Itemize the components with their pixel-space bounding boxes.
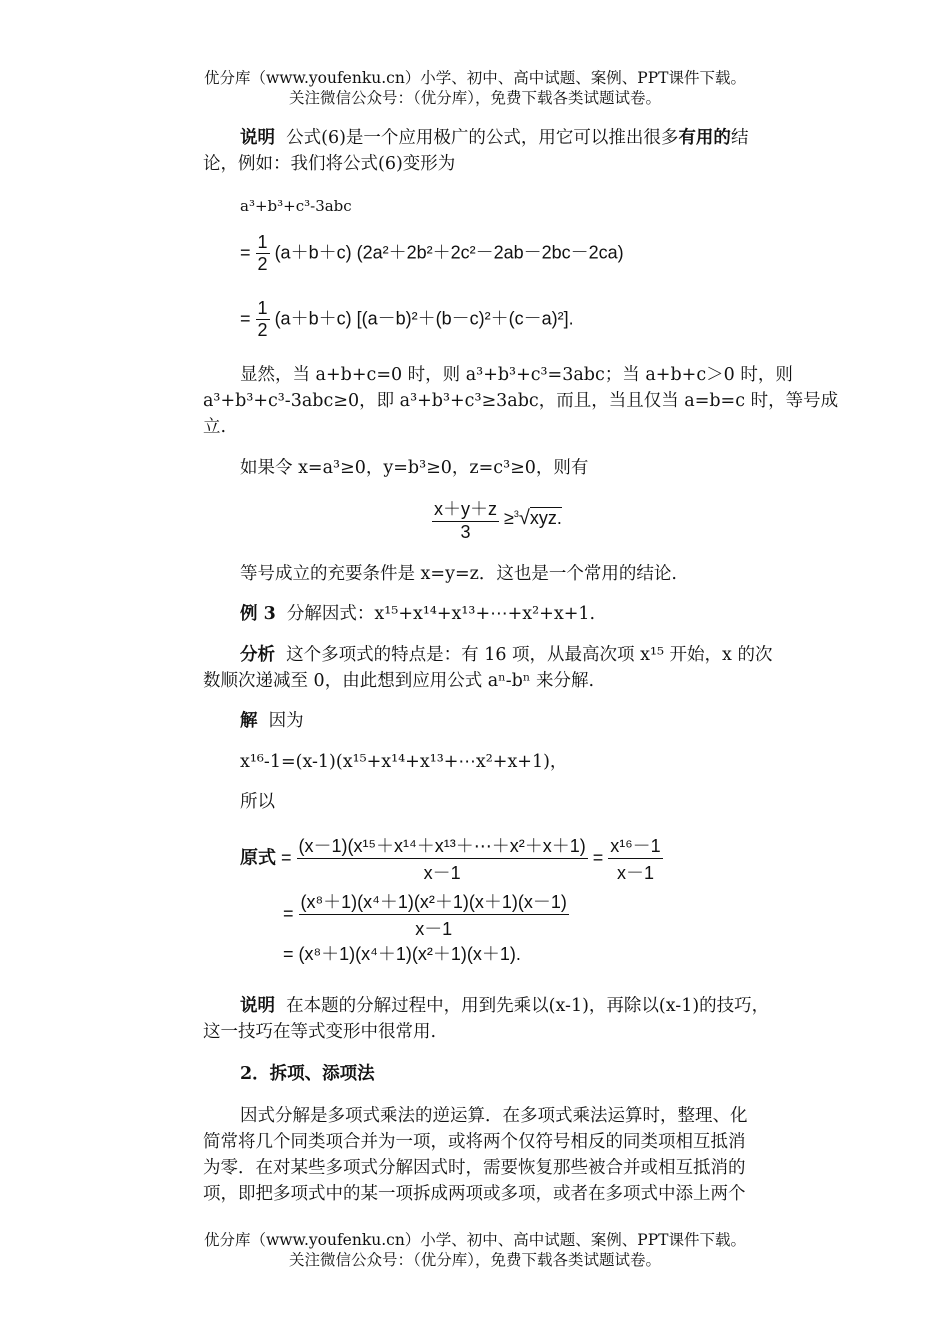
example3-label: 例 3 xyxy=(240,604,276,624)
derivation-f1-den: x－1 xyxy=(423,863,461,883)
half-num-2: 1 xyxy=(257,298,268,318)
root-index: 3 xyxy=(513,508,519,519)
para-line2: 简常将几个同类项合并为一项，或将两个仅符号相反的同类项相互抵消 xyxy=(203,1132,746,1152)
note1-line2: 论，例如：我们将公式(6)变形为 xyxy=(203,154,456,174)
analysis-line2: 数顺次递减至 0，由此想到应用公式 aⁿ-bⁿ 来分解. xyxy=(203,671,595,691)
derivation-eq-4: = xyxy=(283,944,294,964)
derivation-eq-2: = xyxy=(592,847,604,868)
note2-line1 xyxy=(240,993,769,1019)
analysis-label: 分析 xyxy=(240,645,275,665)
half-fraction-1 xyxy=(256,232,270,275)
derivation-fraction-1 xyxy=(297,832,588,885)
am-gm-num: x＋y＋z xyxy=(432,495,499,522)
derivation-final: (x⁸＋1)(x⁴＋1)(x²＋1)(x＋1). xyxy=(298,944,521,964)
derivation-row-1 xyxy=(240,832,663,885)
derivation-f1-num: (x－1)(x¹⁵＋x¹⁴＋x¹³＋⋯＋x²＋x＋1) xyxy=(297,832,588,859)
derivation-f2-num: x¹⁶－1 xyxy=(608,832,662,859)
note1-line1 xyxy=(240,125,748,151)
note2-text1: 在本题的分解过程中，用到先乘以(x-1)，再除以(x-1)的技巧， xyxy=(286,996,770,1016)
note1-bold: 有用的 xyxy=(678,128,731,148)
derivation-f3-den: x－1 xyxy=(415,919,453,939)
footer-line-2: 关注微信公众号：（优分库），免费下载各类试题试卷。 xyxy=(288,1251,661,1269)
note2-line2: 这一技巧在等式变形中很常用. xyxy=(203,1022,437,1042)
obvious-line2: a³+b³+c³-3abc≥0，即 a³+b³+c³≥3abc，而且，当且仅当 a=b=c 时，等号成 xyxy=(203,391,839,411)
para-line4: 项，即把多项式中的某一项拆成两项或多项，或者在多项式中添上两个 xyxy=(203,1184,746,1204)
note1-text-b: 结 xyxy=(730,128,749,148)
footer-line-1: 优分库（www.youfenku.cn）小学、初中、高中试题、案例、PPT课件下载。 xyxy=(203,1231,747,1249)
eq-sign-2: = xyxy=(240,308,251,329)
identity-step2 xyxy=(240,298,574,341)
half-den-1: 2 xyxy=(257,254,268,274)
derivation-label: 原式 xyxy=(240,847,276,869)
note2-label: 说明 xyxy=(240,996,275,1016)
derivation-row-3 xyxy=(283,940,521,966)
derivation-fraction-2 xyxy=(608,832,662,885)
para-line1: 因式分解是多项式乘法的逆运算．在多项式乘法运算时，整理、化 xyxy=(240,1106,748,1126)
half-num-1: 1 xyxy=(257,232,268,252)
solution-identity: x¹⁶-1=(x-1)(x¹⁵+x¹⁴+x¹³+⋯x²+x+1)， xyxy=(240,752,568,772)
eq-sign-1: = xyxy=(240,242,251,263)
am-gm-rel: ≥ xyxy=(504,507,514,528)
identity-lhs: a³+b³+c³-3abc xyxy=(240,197,352,215)
half-den-2: 2 xyxy=(257,320,268,340)
example3-text: 分解因式：x¹⁵+x¹⁴+x¹³+⋯+x²+x+1. xyxy=(286,604,596,624)
identity-step2-expr: (a＋b＋c) [(a－b)²＋(b－c)²＋(c－a)²]. xyxy=(274,308,574,329)
radical-sign: √ xyxy=(518,506,530,529)
radicand: xyz. xyxy=(529,507,562,528)
derivation-eq-1: = xyxy=(281,847,292,868)
am-gm-den: 3 xyxy=(460,522,471,542)
if-let-text: 如果令 x=a³≥0，y=b³≥0，z=c³≥0，则有 xyxy=(240,458,589,478)
analysis-line1 xyxy=(240,642,773,668)
note1-text-a: 公式(6)是一个应用极广的公式，用它可以推出很多 xyxy=(286,128,679,148)
identity-step1-expr: (a＋b＋c) (2a²＋2b²＋2c²－2ab－2bc－2ca) xyxy=(274,242,624,263)
obvious-line3: 立. xyxy=(203,417,227,437)
derivation-eq-3: = xyxy=(283,903,294,924)
section2-title: 2．拆项、添项法 xyxy=(240,1064,375,1084)
equality-text: 等号成立的充要条件是 x=y=z．这也是一个常用的结论. xyxy=(240,564,677,584)
half-fraction-2 xyxy=(256,298,270,341)
solution-so: 所以 xyxy=(240,792,275,812)
header-line-2: 关注微信公众号：（优分库），免费下载各类试题试卷。 xyxy=(288,89,661,107)
analysis-text1: 这个多项式的特点是：有 16 项，从最高次项 x¹⁵ 开始，x 的次 xyxy=(286,645,773,665)
derivation-f2-den: x－1 xyxy=(616,863,654,883)
example3-line xyxy=(240,601,595,627)
solution-text: 因为 xyxy=(268,711,304,731)
derivation-row-2 xyxy=(283,888,569,941)
derivation-f3-num: (x⁸＋1)(x⁴＋1)(x²＋1)(x＋1)(x－1) xyxy=(299,888,569,915)
obvious-line1: 显然，当 a+b+c=0 时，则 a³+b³+c³=3abc；当 a+b+c＞0 时，则 xyxy=(240,365,793,385)
solution-label: 解 xyxy=(240,711,258,731)
am-gm-fraction xyxy=(432,495,499,543)
solution-line xyxy=(240,708,304,734)
note1-label: 说明 xyxy=(240,128,275,148)
derivation-fraction-3 xyxy=(299,888,569,941)
identity-step1 xyxy=(240,232,624,275)
am-gm-inequality xyxy=(432,495,562,543)
header-line-1: 优分库（www.youfenku.cn）小学、初中、高中试题、案例、PPT课件下载。 xyxy=(203,69,747,87)
para-line3: 为零．在对某些多项式分解因式时，需要恢复那些被合并或相互抵消的 xyxy=(203,1158,746,1178)
